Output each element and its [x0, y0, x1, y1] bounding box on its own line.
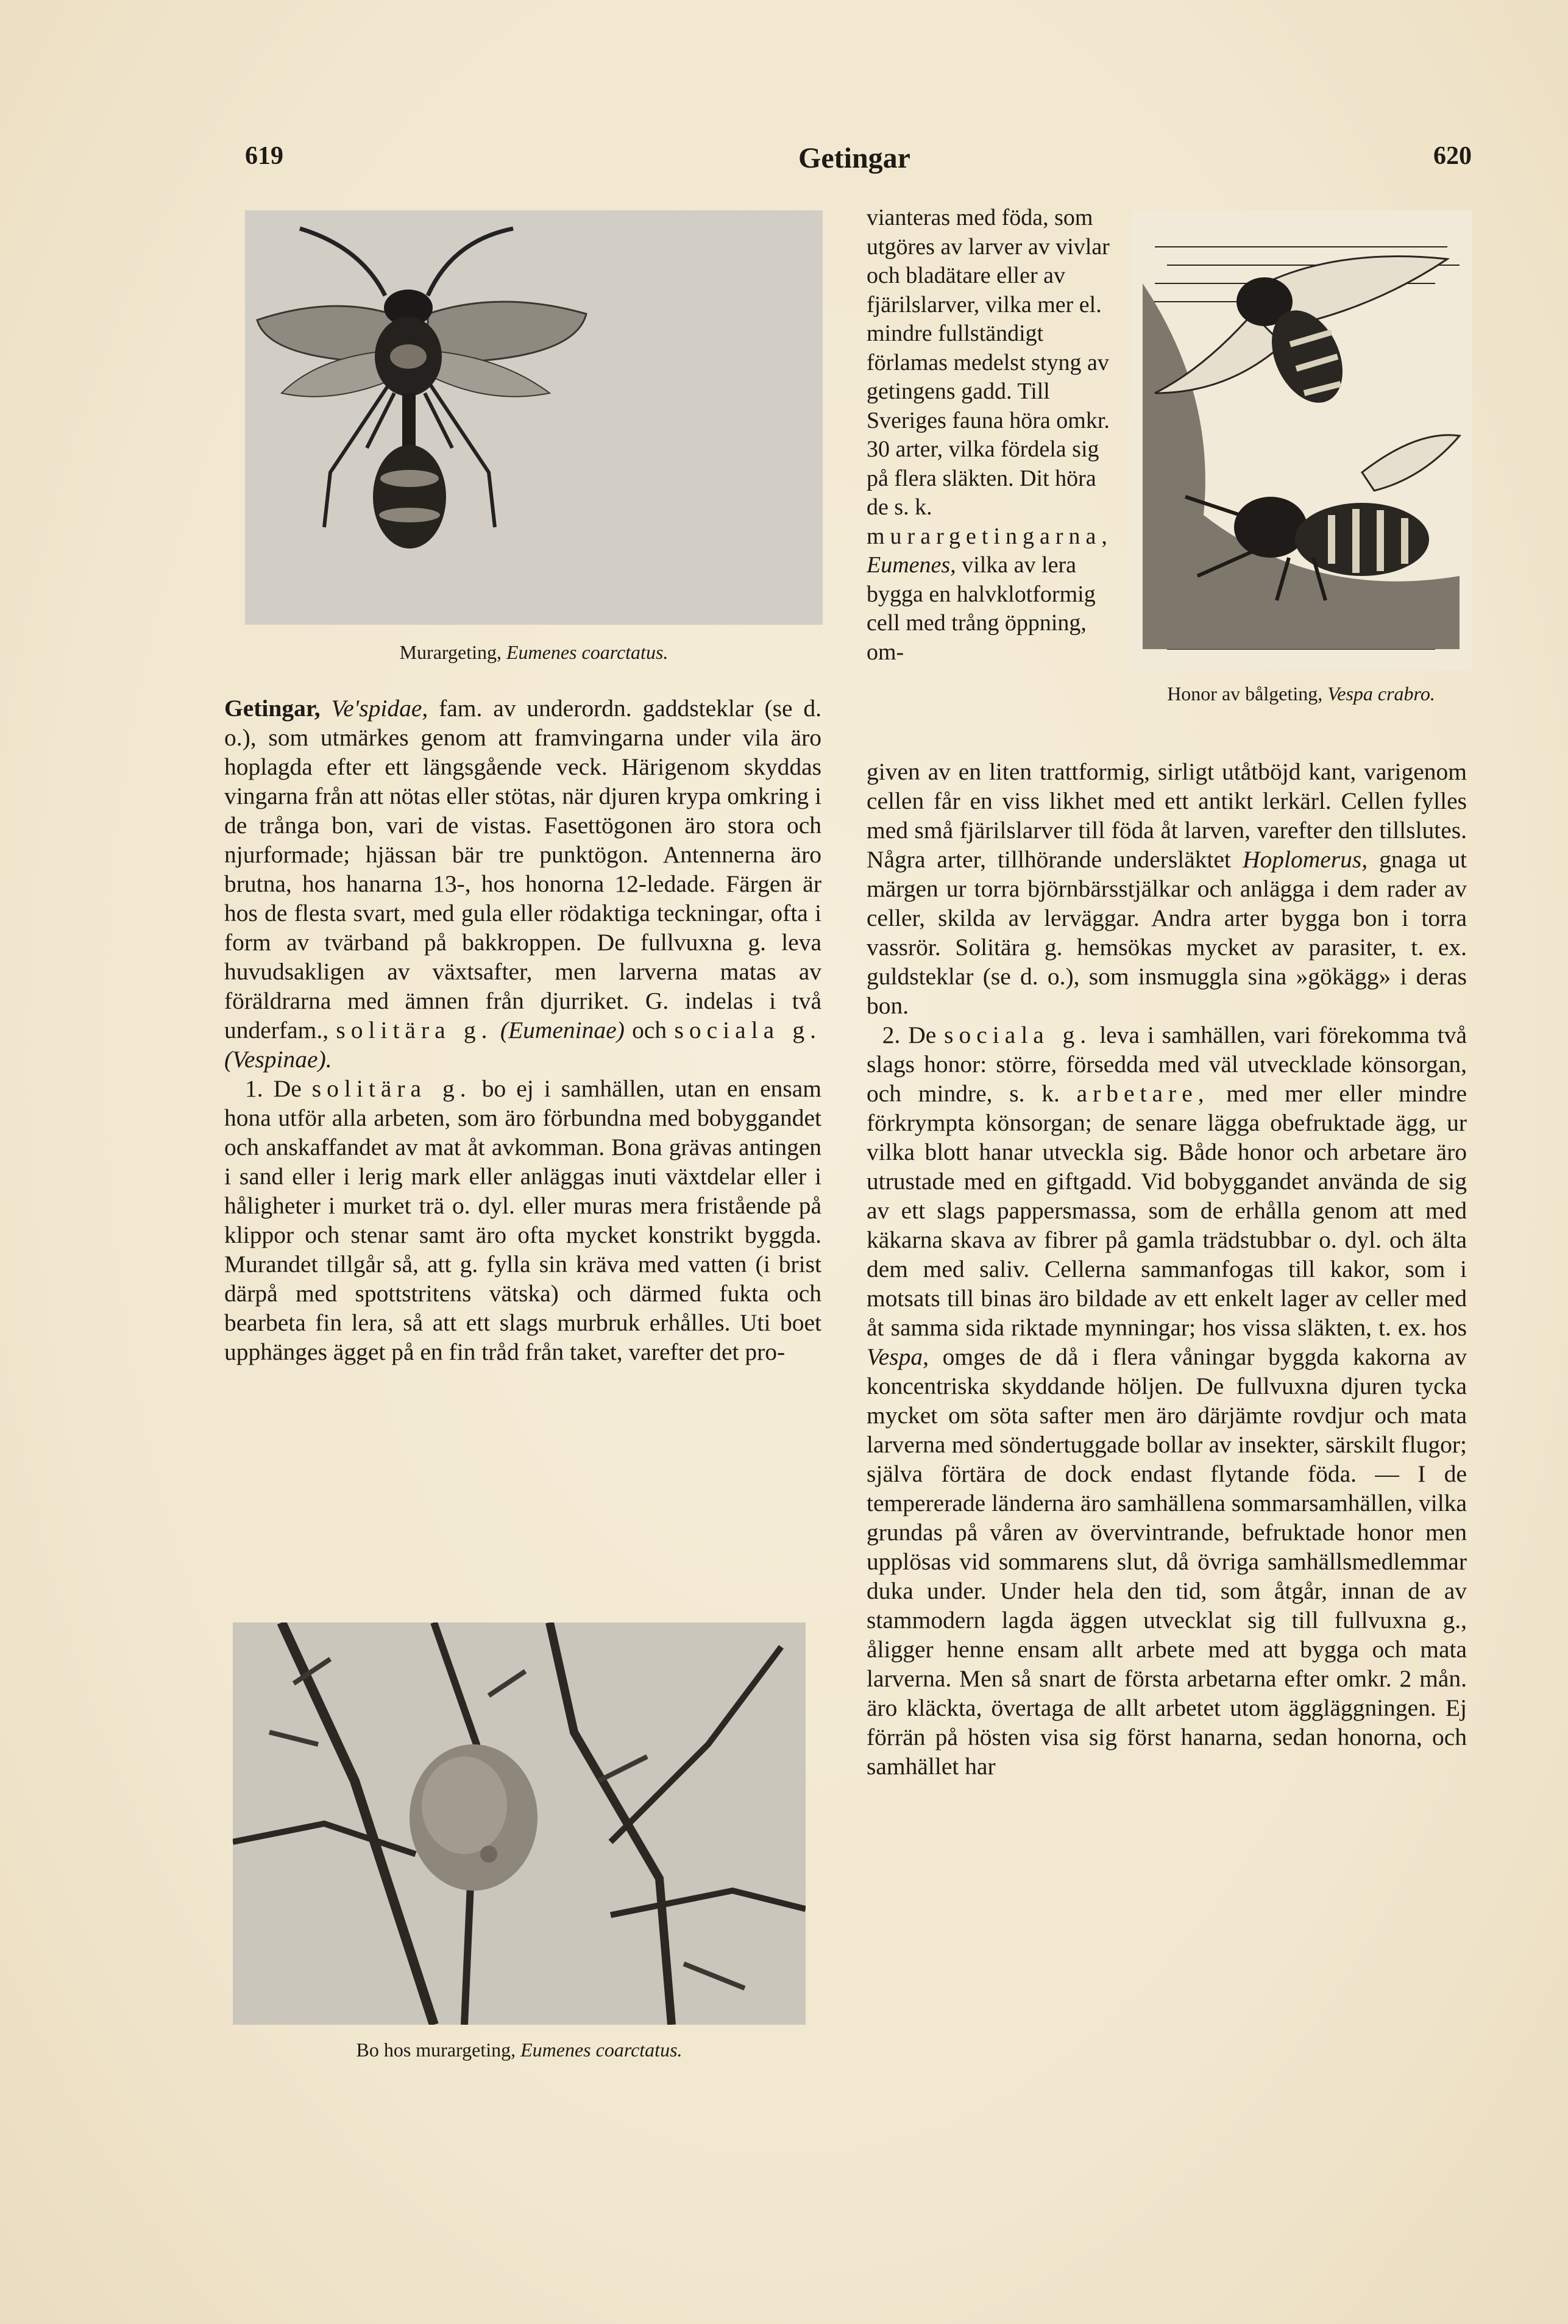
wasp-photo [245, 210, 823, 625]
nest-photo [233, 1622, 806, 2025]
nest-caption: Bo hos murargeting, Eumenes coarctatus. [356, 2039, 683, 2061]
running-title: Getingar [798, 142, 910, 174]
social-wasps-paragraph: 2. De sociala g. leva i samhällen, vari förekomma två slags honor: större, försedda med väl utvecklade könsorgan, och mindre, s. k. arbetare, med mer eller mindre förkrympta könsorgan; de senare lägga obefruktade ägg, ur vilka blott hanar utveckla sig. Både honor och arbetare äro utrustade med en giftgadd. Vid bobyggandet använda de sig av ett slags pappersmassa, som de erhålla genom att med käkarna skava av fibrer på gamla trädstubbar o. dyl. och älta dem med saliv. Cellerna sammanfogas till kakor, som i motsats till binas äro bildade av ett enkelt lager av celler med åt samma sida riktade mynningar; hos vissa släkten, t. ex. hos Vespa, omges de då i flera våningar byggda kakorna av koncentriska skyddande höljen. De fullvuxna djuren tycka mycket om söta safter men äro därjämte rovdjur och mata larverna med söndertuggade bollar av insekter, särskilt flugor; själva förtära de dock endast flytande föda. — I de tempererade länderna äro samhällena sommarsamhällen, vilka grundas på våren av övervintrande, befruktade honor men upplösas vid sommarens slut, då övriga samhällsmedlemmar duka under. Under hela den tid, som åtgår, innan de av stammodern lagda äggen utvecklat sig till fullvuxna g., åligger henne ensam allt arbete med att bygga och mata larverna. Men så snart de första arbetarna efter omkr. 2 mån. äro kläckta, övertaga de allt arbetet utom äggläggningen. Ej förrän på hösten visa sig först hanarna, sedan honorna, och samhället har [867, 1022, 1467, 1780]
wasp-caption: Murargeting, Eumenes coarctatus. [399, 641, 669, 663]
right-column-narrow: vianteras med föda, som utgöres av larver av vivlar och bladätare eller av fjärilslarver, vilka mer el. mindre fullständigt förlamas medelst styng av getingens gadd. Till Sveriges fauna höra omkr. 30 arter, vilka fördela sig på flera släkten. Dit höra de s. k. murargetingarna, Eumenes, vilka av lera bygga en halvklotformig cell med trång öppning, om- [867, 205, 1113, 665]
hornet-engraving [1130, 210, 1472, 670]
solitary-wasps-paragraph: 1. De solitära g. bo ej i samhällen, utan en ensam hona utför alla arbeten, som äro förbundna med bobyggandet och anskaffandet av mat åt avkomman. Bona grävas antingen i sand eller i lerig mark eller anläggas inuti växtdelar eller i håligheter i murket trä o. dyl. eller muras mera fristående på klippor och stenar samt äro ofta mycket konstrikt byggda. Murandet tillgår så, att g. fylla sin kräva med vatten (i brist därpå med spottstritens vätska) och därmed fukta och bearbeta fin lera, så att ett slags murbruk erhålles. Uti boet upphänges ägget på en fin tråd från taket, varefter det pro- [224, 1075, 822, 1365]
wasp-illustration [245, 210, 823, 625]
hornet-caption: Honor av bålgeting, Vespa crabro. [1167, 683, 1435, 705]
entry-paragraph: Getingar, Ve'spidae, fam. av underordn. gaddsteklar (se d. o.), som utmärkes genom att framvingarna under vila äro hoplagda efter ett längsgående veck. Härigenom skyddas vingarna från att nötas eller stötas, när djuren krypa omkring i de trånga bon, vari de vistas. Fasettögonen äro stora och njurformade; hjässan bär tre punktögon. Antennerna äro brutna, hos hanarna 13-, hos honorna 12-ledade. Färgen är hos de flesta svart, med gula eller rödaktiga teckningar, ofta i form av tvärband på bakkroppen. De fullvuxna g. leva huvudsakligen av växtsafter, men larverna matas av föräldrarna med ämnen från djurriket. G. indelas i två underfam., solitära g. (Eumeninae) och sociala g. (Vespinae). [224, 695, 822, 1073]
entry-headword: Getingar, [224, 695, 321, 722]
left-page-number: 619 [245, 142, 283, 170]
left-column [224, 694, 821, 1366]
nest-illustration [233, 1622, 806, 2025]
entry-latin-name: Ve'spidae, [331, 695, 428, 722]
right-page-number: 620 [1433, 142, 1472, 170]
hornet-illustration [1130, 210, 1472, 670]
right-column [867, 757, 1467, 1781]
solitary-continuation-paragraph: given av en liten trattformig, sirligt utåtböjd kant, varigenom cellen får en viss likhet med ett antikt lerkärl. Cellen fylles med små fjärilslarver till föda åt larven, varefter den tillslutes. Några arter, tillhörande undersläktet Hoplomerus, gnaga ut märgen ur torra björnbärsstjälkar och anlägga i dem rader av celler, skilda av lerväggar. Andra arter bygga bon i torra vassrör. Solitära g. hemsökas mycket av parasiter, t. ex. guldsteklar (se d. o.), som insmuggla sina »gökägg» i deras bon. [867, 758, 1467, 1019]
